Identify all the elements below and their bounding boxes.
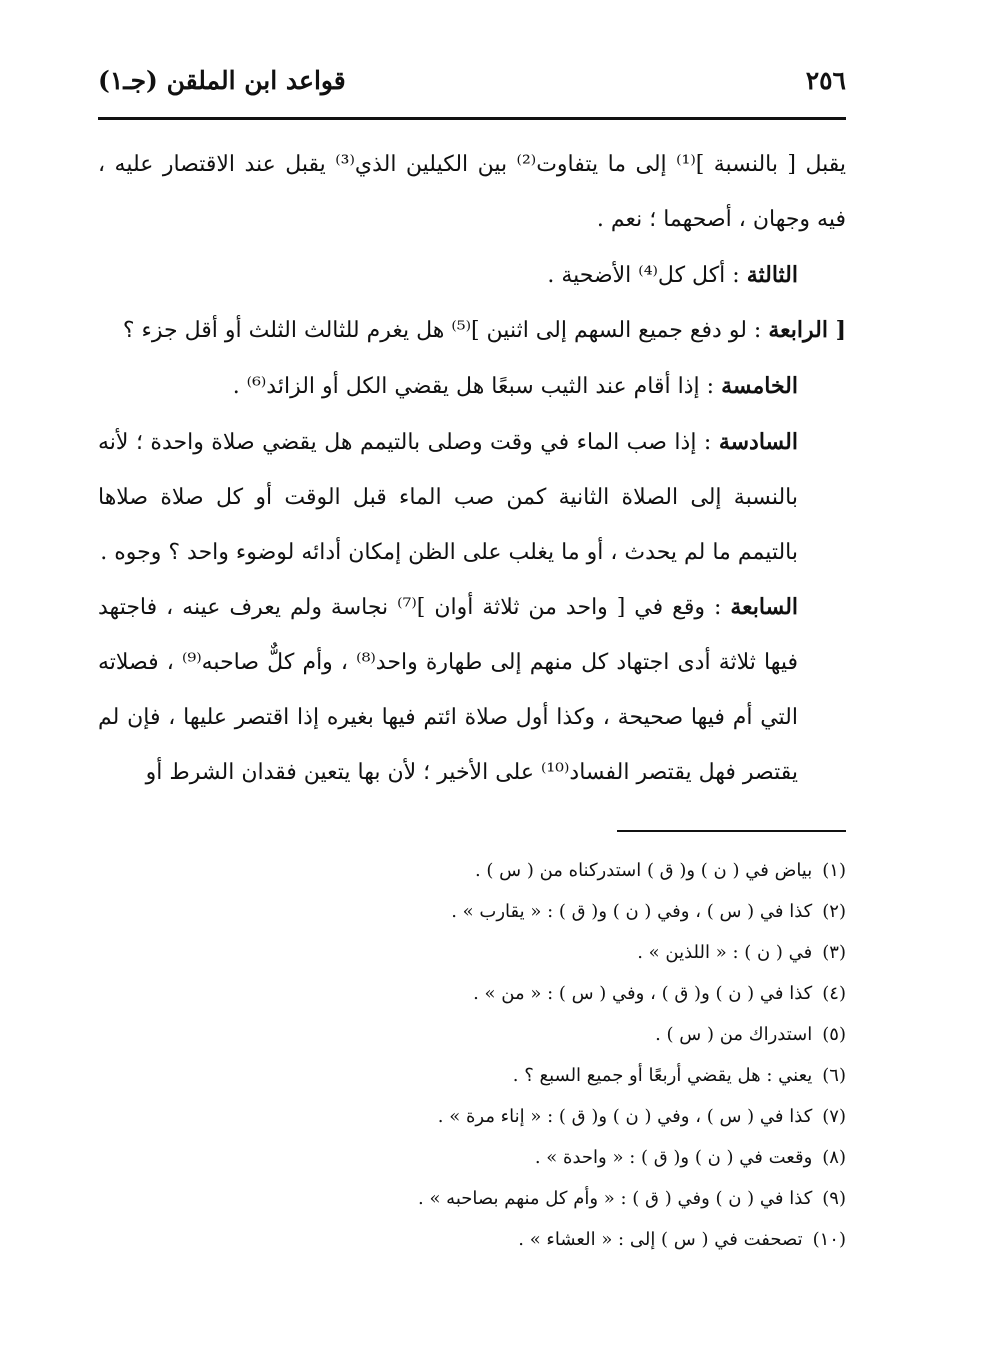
footnote-divider bbox=[617, 830, 846, 832]
footnote-text: تصحفت في ( س ) إلى : « العشاء » . bbox=[518, 1229, 803, 1250]
footnote-number: (٢) bbox=[822, 901, 846, 922]
footnote-text: بياض في ( ن ) و( ق ) استدركناه من ( س ) . bbox=[474, 860, 813, 881]
footnote-number: (١٠) bbox=[812, 1229, 846, 1250]
footnote-number: (٥) bbox=[822, 1024, 846, 1045]
paragraph-text: : إذا صب الماء في وقت وصلى بالتيمم هل يقضي صلاة واحدة ؛ لأنه بالنسبة إلى الصلاة الثانية كمن صب الماء قبل الوقت أو كل صلاة صلاها بالتيمم ما لم يحدث ، أو ما يغلب على الظن إمكان أدائه لوضوء واحد ؟ وجوه . bbox=[98, 429, 798, 565]
footnote-text: وقعت في ( ن ) و( ق ) : « واحدة » . bbox=[534, 1147, 813, 1168]
footnote-number: (٦) bbox=[822, 1065, 846, 1086]
header-divider bbox=[98, 117, 846, 120]
footnote-number: (١) bbox=[822, 860, 846, 881]
paragraph-text: : وقع في [ واحد من ثلاثة أوان ]⁽⁷⁾ نجاسة ولم يعرف عينه ، فاجتهد فيها ثلاثة أدى اجتهاد كل منهم إلى طهارة واحد⁽⁸⁾ ، وأم كلٌّ صاحبه⁽⁹⁾ ، فصلاته التي أم فيها صحيحة ، وكذا أول صلاة ائتم فيها بغيره إذا اقتصر عليها ، فإن لم يقتصر فهل يقتصر الفساد⁽¹⁰⁾ على الأخير ؛ لأن بها يتعين فقدان الشرط أو bbox=[98, 595, 799, 785]
main-text bbox=[98, 138, 846, 801]
footnotes-list bbox=[98, 850, 846, 1260]
footnote-text: في ( ن ) : « اللذين » . bbox=[637, 942, 813, 963]
footnote-item bbox=[98, 891, 846, 932]
paragraph-text: : لو دفع جميع السهم إلى اثنين ]⁽⁵⁾ هل يغرم للثالث الثلث أو أقل جزء ؟ bbox=[122, 318, 769, 344]
footnote-text: كذا في ( ن ) وفي ( ق ) : « وأم كل منهم بصاحبه » . bbox=[418, 1188, 813, 1209]
running-title: قواعد ابن الملقن (جـ١) bbox=[98, 66, 346, 95]
footnote-item bbox=[98, 850, 846, 891]
paragraph-label: [ الرابعة bbox=[768, 317, 846, 344]
paragraph-continuation bbox=[98, 138, 846, 248]
footnote-item bbox=[98, 1014, 846, 1055]
footnote-number: (٧) bbox=[822, 1106, 846, 1127]
footnote-item bbox=[98, 1055, 846, 1096]
page-number: ٢٥٦ bbox=[805, 66, 846, 95]
paragraph-sixth bbox=[98, 415, 846, 580]
footnote-number: (٤) bbox=[822, 983, 846, 1004]
footnote-number: (٨) bbox=[822, 1147, 846, 1168]
running-header bbox=[98, 60, 846, 110]
footnote-item bbox=[98, 1219, 846, 1260]
paragraph-label: السادسة bbox=[718, 428, 798, 455]
paragraph-fifth bbox=[98, 359, 846, 415]
paragraph-seventh bbox=[98, 580, 846, 800]
footnote-number: (٩) bbox=[822, 1188, 846, 1209]
paragraph-text: يقبل [ بالنسبة ]⁽¹⁾ إلى ما يتفاوت⁽²⁾ بين الكيلين الذي⁽³⁾ يقبل عند الاقتصار عليه ، فيه وجهان ، أصحهما ؛ نعم . bbox=[98, 152, 846, 232]
paragraph-fourth bbox=[98, 303, 846, 359]
footnote-item bbox=[98, 1178, 846, 1219]
paragraph-third bbox=[98, 248, 846, 304]
footnote-item bbox=[98, 1137, 846, 1178]
footnote-text: كذا في ( س ) ، وفي ( ن ) و( ق ) : « يقارب » . bbox=[451, 901, 813, 922]
footnote-item bbox=[98, 1096, 846, 1137]
footnote-item bbox=[98, 932, 846, 973]
footnote-text: استدراك من ( س ) . bbox=[655, 1024, 813, 1045]
paragraph-label: السابعة bbox=[730, 594, 799, 621]
footnote-text: كذا في ( ن ) و( ق ) ، وفي ( س ) : « من » . bbox=[473, 983, 813, 1004]
footnote-number: (٣) bbox=[822, 942, 846, 963]
paragraph-text: : إذا أقام عند الثيب سبعًا هل يقضي الكل أو الزائد⁽⁶⁾ . bbox=[232, 374, 722, 400]
paragraph-text: : أكل كل⁽⁴⁾ الأضحية . bbox=[547, 262, 747, 288]
footnote-text: يعني : هل يقضي أربعًا أو جميع السبع ؟ . bbox=[512, 1065, 813, 1086]
paragraph-label: الثالثة bbox=[746, 261, 798, 288]
footnote-item bbox=[98, 973, 846, 1014]
paragraph-label: الخامسة bbox=[721, 373, 798, 400]
footnote-text: كذا في ( س ) ، وفي ( ن ) و( ق ) : « إناء مرة » . bbox=[437, 1106, 813, 1127]
